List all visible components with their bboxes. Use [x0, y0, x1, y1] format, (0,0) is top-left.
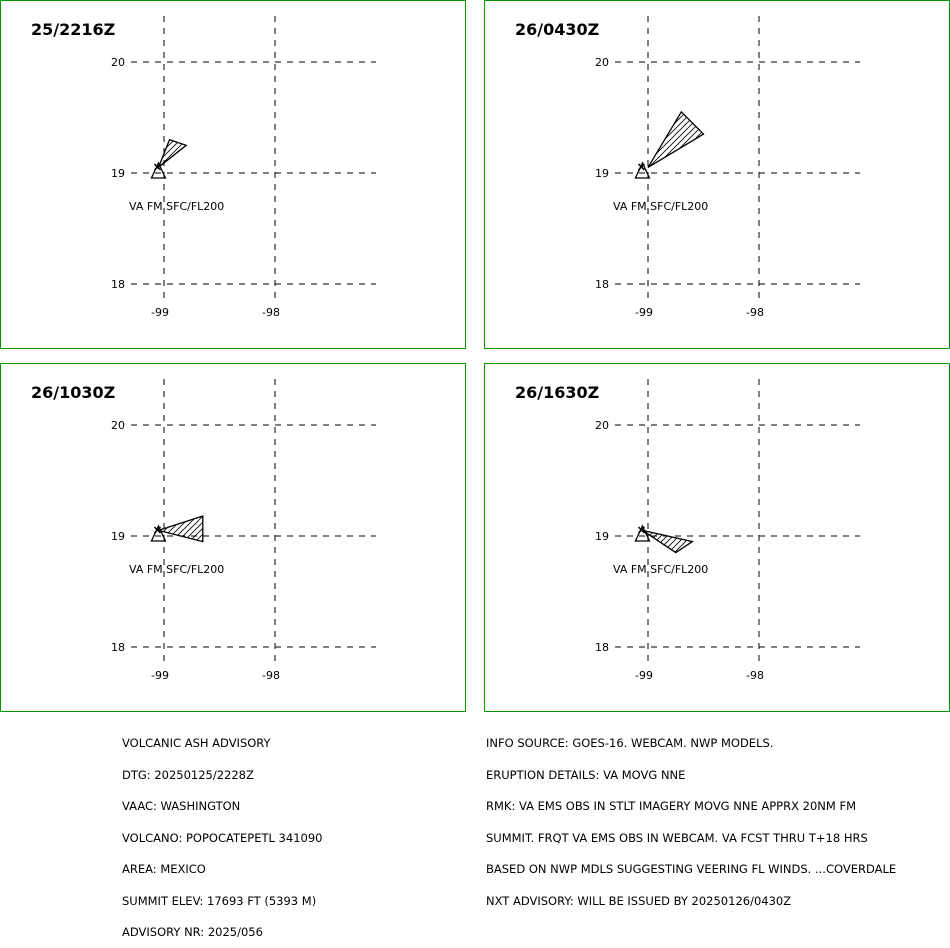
advisory-remark-2: SUMMIT. FRQT VA EMS OBS IN WEBCAM. VA FCST THRU T+18 HRS: [486, 830, 868, 845]
panel-title: 25/2216Z: [31, 20, 116, 39]
ash-level-label: VA FM SFC/FL200: [613, 563, 709, 576]
advisory-info-source: INFO SOURCE: GOES-16. WEBCAM. NWP MODELS.: [486, 736, 774, 750]
ash-level-label: VA FM SFC/FL200: [613, 200, 709, 213]
panel-title: 26/1630Z: [515, 383, 600, 402]
ash-level-label: VA FM SFC/FL200: [129, 200, 225, 213]
lon-tick-label: -99: [635, 306, 653, 319]
lon-tick-label: -98: [262, 669, 280, 682]
advisory-remark-3: BASED ON NWP MDLS SUGGESTING VEERING FL WINDS. ...COVERDALE: [486, 862, 897, 876]
ash-cloud-polygon: [159, 140, 187, 168]
lat-tick-label: 19: [595, 530, 609, 543]
advisory-title: VOLCANIC ASH ADVISORY: [122, 736, 271, 750]
ash-level-label: VA FM SFC/FL200: [129, 563, 225, 576]
lon-tick-label: -99: [151, 669, 169, 682]
advisory-area: AREA: MEXICO: [122, 862, 206, 876]
lat-tick-label: 19: [595, 167, 609, 180]
lat-tick-label: 18: [111, 641, 125, 654]
forecast-panel-1: [0, 0, 466, 349]
lat-tick-label: 20: [595, 419, 609, 432]
lat-tick-label: 19: [111, 530, 125, 543]
advisory-next: NXT ADVISORY: WILL BE ISSUED BY 20250126/0430Z: [486, 893, 792, 908]
map-panel-2: [485, 1, 950, 350]
advisory-summit-elev: SUMMIT ELEV: 17693 FT (5393 M): [122, 893, 317, 908]
advisory-right: [486, 717, 896, 917]
advisory-vaac: VAAC: WASHINGTON: [122, 799, 241, 813]
advisory-eruption-details: ERUPTION DETAILS: VA MOVG NNE: [486, 767, 686, 782]
lon-tick-label: -99: [151, 306, 169, 319]
lon-tick-label: -98: [262, 306, 280, 319]
lat-tick-label: 20: [595, 56, 609, 69]
panel-title: 26/1030Z: [31, 383, 116, 402]
lat-tick-label: 18: [595, 641, 609, 654]
lon-tick-label: -98: [746, 669, 764, 682]
advisory-left: [122, 717, 322, 948]
map-panel-3: [1, 364, 467, 713]
lat-tick-label: 18: [595, 278, 609, 291]
lat-tick-label: 20: [111, 419, 125, 432]
panel-title: 26/0430Z: [515, 20, 600, 39]
ash-cloud-polygon: [648, 112, 704, 167]
advisory-remark-1: RMK: VA EMS OBS IN STLT IMAGERY MOVG NNE APPRX 20NM FM: [486, 799, 856, 813]
advisory-volcano: VOLCANO: POPOCATEPETL 341090: [122, 830, 323, 845]
advisory-number: ADVISORY NR: 2025/056: [122, 925, 263, 939]
advisory-dtg: DTG: 20250125/2228Z: [122, 767, 254, 782]
lon-tick-label: -98: [746, 306, 764, 319]
lat-tick-label: 18: [111, 278, 125, 291]
lon-tick-label: -99: [635, 669, 653, 682]
lat-tick-label: 20: [111, 56, 125, 69]
ash-cloud-polygon: [159, 516, 203, 542]
forecast-panel-2: [484, 0, 950, 349]
forecast-panel-3: [0, 363, 466, 712]
map-panel-4: [485, 364, 950, 713]
lat-tick-label: 19: [111, 167, 125, 180]
forecast-panel-4: [484, 363, 950, 712]
map-panel-1: [1, 1, 467, 350]
